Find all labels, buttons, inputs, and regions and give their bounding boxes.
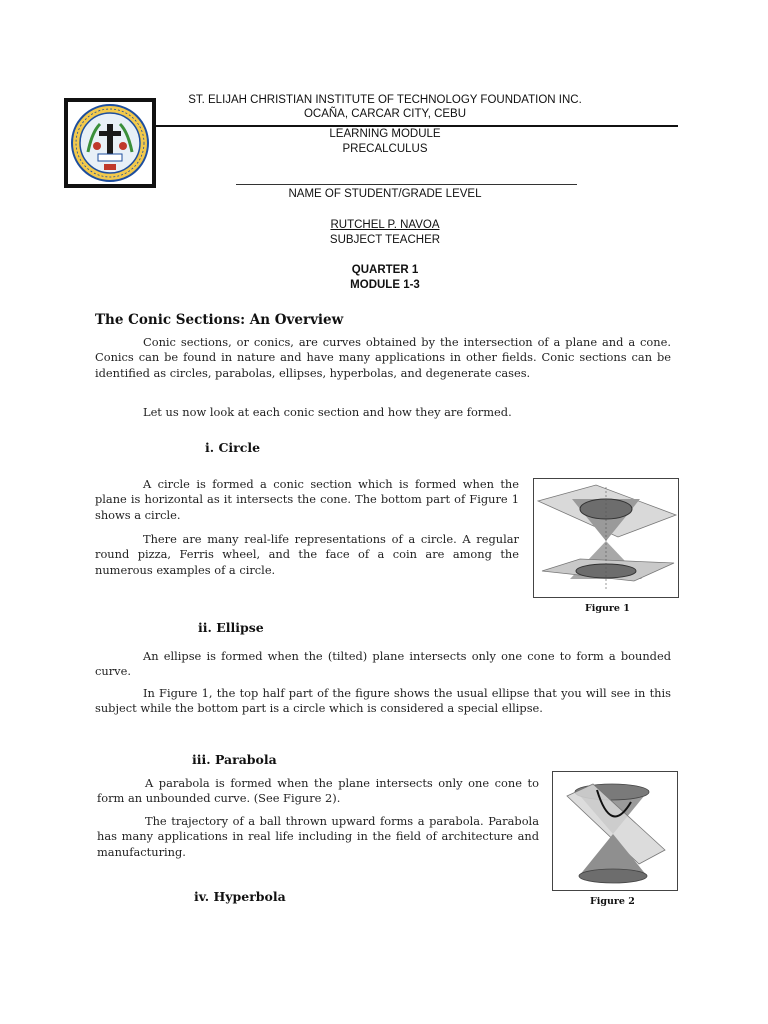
- teacher-role: SUBJECT TEACHER: [329, 234, 441, 246]
- cone-ellipse-circle-diagram: [534, 479, 678, 597]
- section-heading-circle: i. Circle: [205, 440, 261, 455]
- school-seal-icon: [68, 102, 152, 184]
- circle-paragraph-1: A circle is formed a conic section which is formed when the plane is horizontal as it intersects the cone. The bottom part of Figure 1 shows a circle.: [95, 477, 519, 522]
- figure-1: [533, 478, 679, 598]
- parabola-paragraph-2: The trajectory of a ball thrown upward forms a parabola. Parabola has many applications in real life including in the field of architecture and manufacturing.: [97, 814, 539, 859]
- parabola-paragraph-1: A parabola is formed when the plane intersects only one cone to form an unbounded curve. (See Figure 2).: [97, 776, 539, 806]
- student-line-label: NAME OF STUDENT/GRADE LEVEL: [288, 188, 482, 200]
- module-label: MODULE 1-3: [350, 279, 420, 291]
- student-name-line: [236, 184, 577, 185]
- teacher-name: RUTCHEL P. NAVOA: [330, 219, 440, 231]
- module-type: LEARNING MODULE: [329, 128, 441, 140]
- figure-2-caption: Figure 2: [590, 896, 635, 907]
- circle-paragraph-2: There are many real-life representations of a circle. A regular round pizza, Ferris wheel, and the face of a coin are among the numerous examples of a circle.: [95, 532, 519, 577]
- page-title: The Conic Sections: An Overview: [95, 312, 344, 328]
- school-address: OCAÑA, CARCAR CITY, CEBU: [303, 108, 467, 120]
- school-logo: [64, 98, 156, 188]
- section-heading-hyperbola: iv. Hyperbola: [194, 889, 286, 904]
- ellipse-paragraph-2: In Figure 1, the top half part of the figure shows the usual ellipse that you will see in this subject while the bottom part is a circle which is considered a special ellipse.: [95, 686, 671, 716]
- quarter-label: QUARTER 1: [351, 264, 419, 276]
- school-name: ST. ELIJAH CHRISTIAN INSTITUTE OF TECHNOLOGY FOUNDATION INC.: [188, 94, 582, 106]
- figure-2: [552, 771, 678, 891]
- section-heading-parabola: iii. Parabola: [192, 752, 277, 767]
- intro-paragraph: Conic sections, or conics, are curves obtained by the intersection of a plane and a cone. Conics can be found in nature and have many applications in other fields. Conic sections can be identified as circles, parabolas, ellipses, hyperbolas, and degenerate cases.: [95, 335, 671, 380]
- cone-parabola-diagram: [553, 772, 677, 890]
- section-heading-ellipse: ii. Ellipse: [198, 620, 264, 635]
- subject-name: PRECALCULUS: [342, 143, 428, 155]
- figure-1-caption: Figure 1: [585, 603, 630, 614]
- intro-paragraph-2: Let us now look at each conic section and how they are formed.: [143, 405, 512, 419]
- header-rule: [156, 125, 678, 127]
- ellipse-paragraph-1: An ellipse is formed when the (tilted) plane intersects only one cone to form a bounded curve.: [95, 649, 671, 679]
